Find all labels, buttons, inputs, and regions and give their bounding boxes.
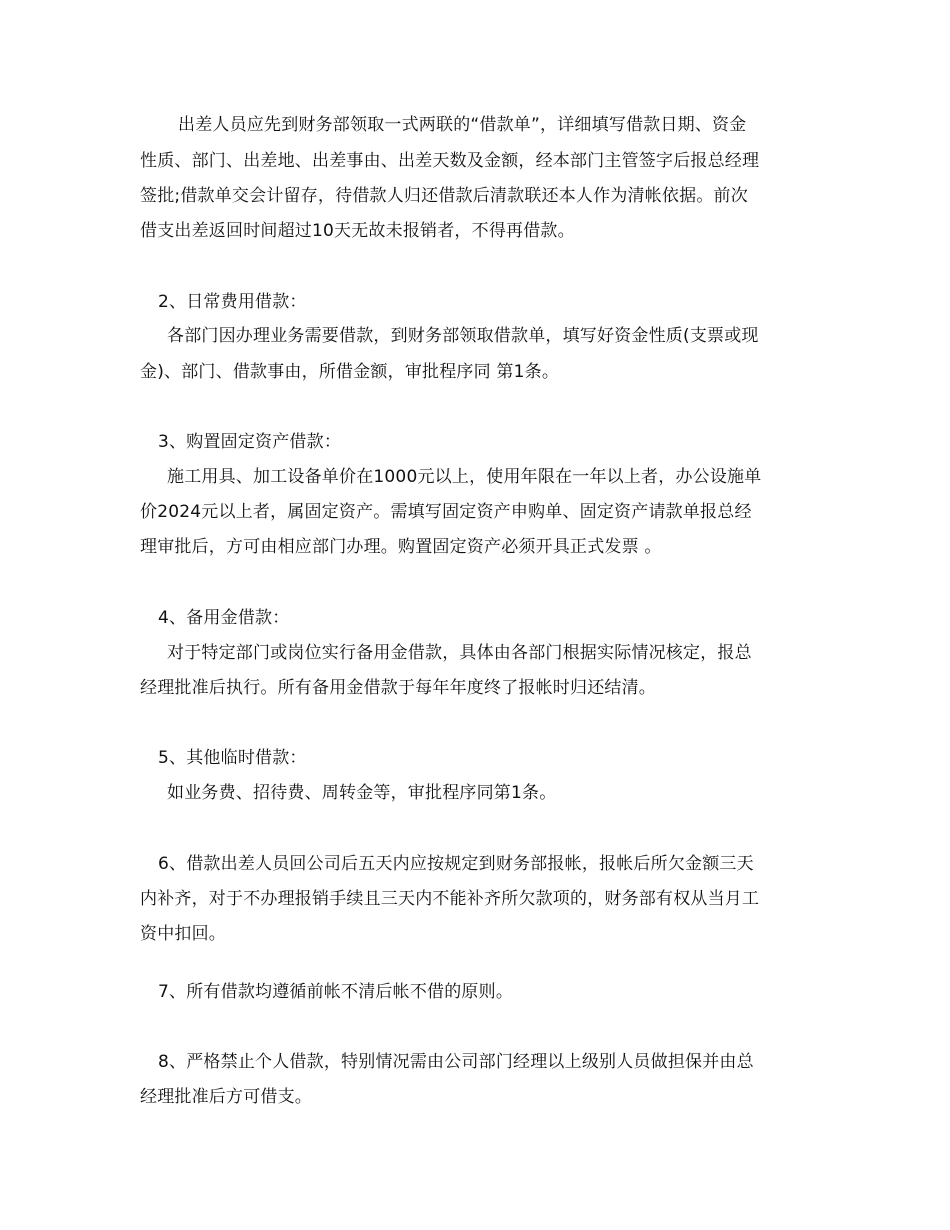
paragraph-line: 经理批准后执行。所有备用金借款于每年年度终了报帐时归还结清。	[140, 678, 656, 698]
paragraph-line: 经理批准后方可借支。	[140, 1087, 312, 1107]
paragraph-line: 金)、部门、借款事由，所借金额，审批程序同 第1条。	[140, 362, 560, 382]
paragraph-line: 理审批后，方可由相应部门办理。购置固定资产必须开具正式发票 。	[140, 537, 662, 557]
paragraph-line: 签批;借款单交会计留存，待借款人归还借款后清款联还本人作为清帐依据。前次	[140, 186, 748, 206]
paragraph-line: 出差人员应先到财务部领取一式两联的“借款单”，详细填写借款日期、资金	[178, 115, 747, 135]
paragraph-line: 价2024元以上者，属固定资产。需填写固定资产申购单、固定资产请款单报总经	[140, 502, 752, 522]
section-heading: 5、其他临时借款：	[158, 748, 307, 768]
paragraph-line: 施工用具、加工设备单价在1000元以上，使用年限在一年以上者，办公设施单	[167, 467, 762, 487]
paragraph-line: 各部门因办理业务需要借款，到财务部领取借款单，填写好资金性质(支票或现	[167, 326, 759, 346]
paragraph-line: 内补齐，对于不办理报销手续且三天内不能补齐所欠款项的，财务部有权从当月工	[140, 889, 760, 909]
section-heading: 4、备用金借款：	[158, 608, 290, 628]
paragraph-line: 如业务费、招待费、周转金等，审批程序同第1条。	[167, 783, 557, 803]
paragraph-line: 8、严格禁止个人借款，特别情况需由公司部门经理以上级别人员做担保并由总	[158, 1052, 754, 1072]
paragraph-line: 借支出差返回时间超过10天无故未报销者，不得再借款。	[140, 221, 575, 241]
paragraph-line: 7、所有借款均遵循前帐不清后帐不借的原则。	[158, 982, 514, 1002]
paragraph-line: 性质、部门、出差地、出差事由、出差天数及金额，经本部门主管签字后报总经理	[140, 151, 760, 171]
section-heading: 2、日常费用借款：	[158, 292, 307, 312]
paragraph-line: 对于特定部门或岗位实行备用金借款，具体由各部门根据实际情况核定，报总	[167, 643, 752, 663]
section-heading: 3、购置固定资产借款：	[158, 432, 342, 452]
paragraph-line: 6、借款出差人员回公司后五天内应按规定到财务部报帐，报帐后所欠金额三天	[158, 854, 754, 874]
paragraph-line: 资中扣回。	[140, 924, 226, 944]
